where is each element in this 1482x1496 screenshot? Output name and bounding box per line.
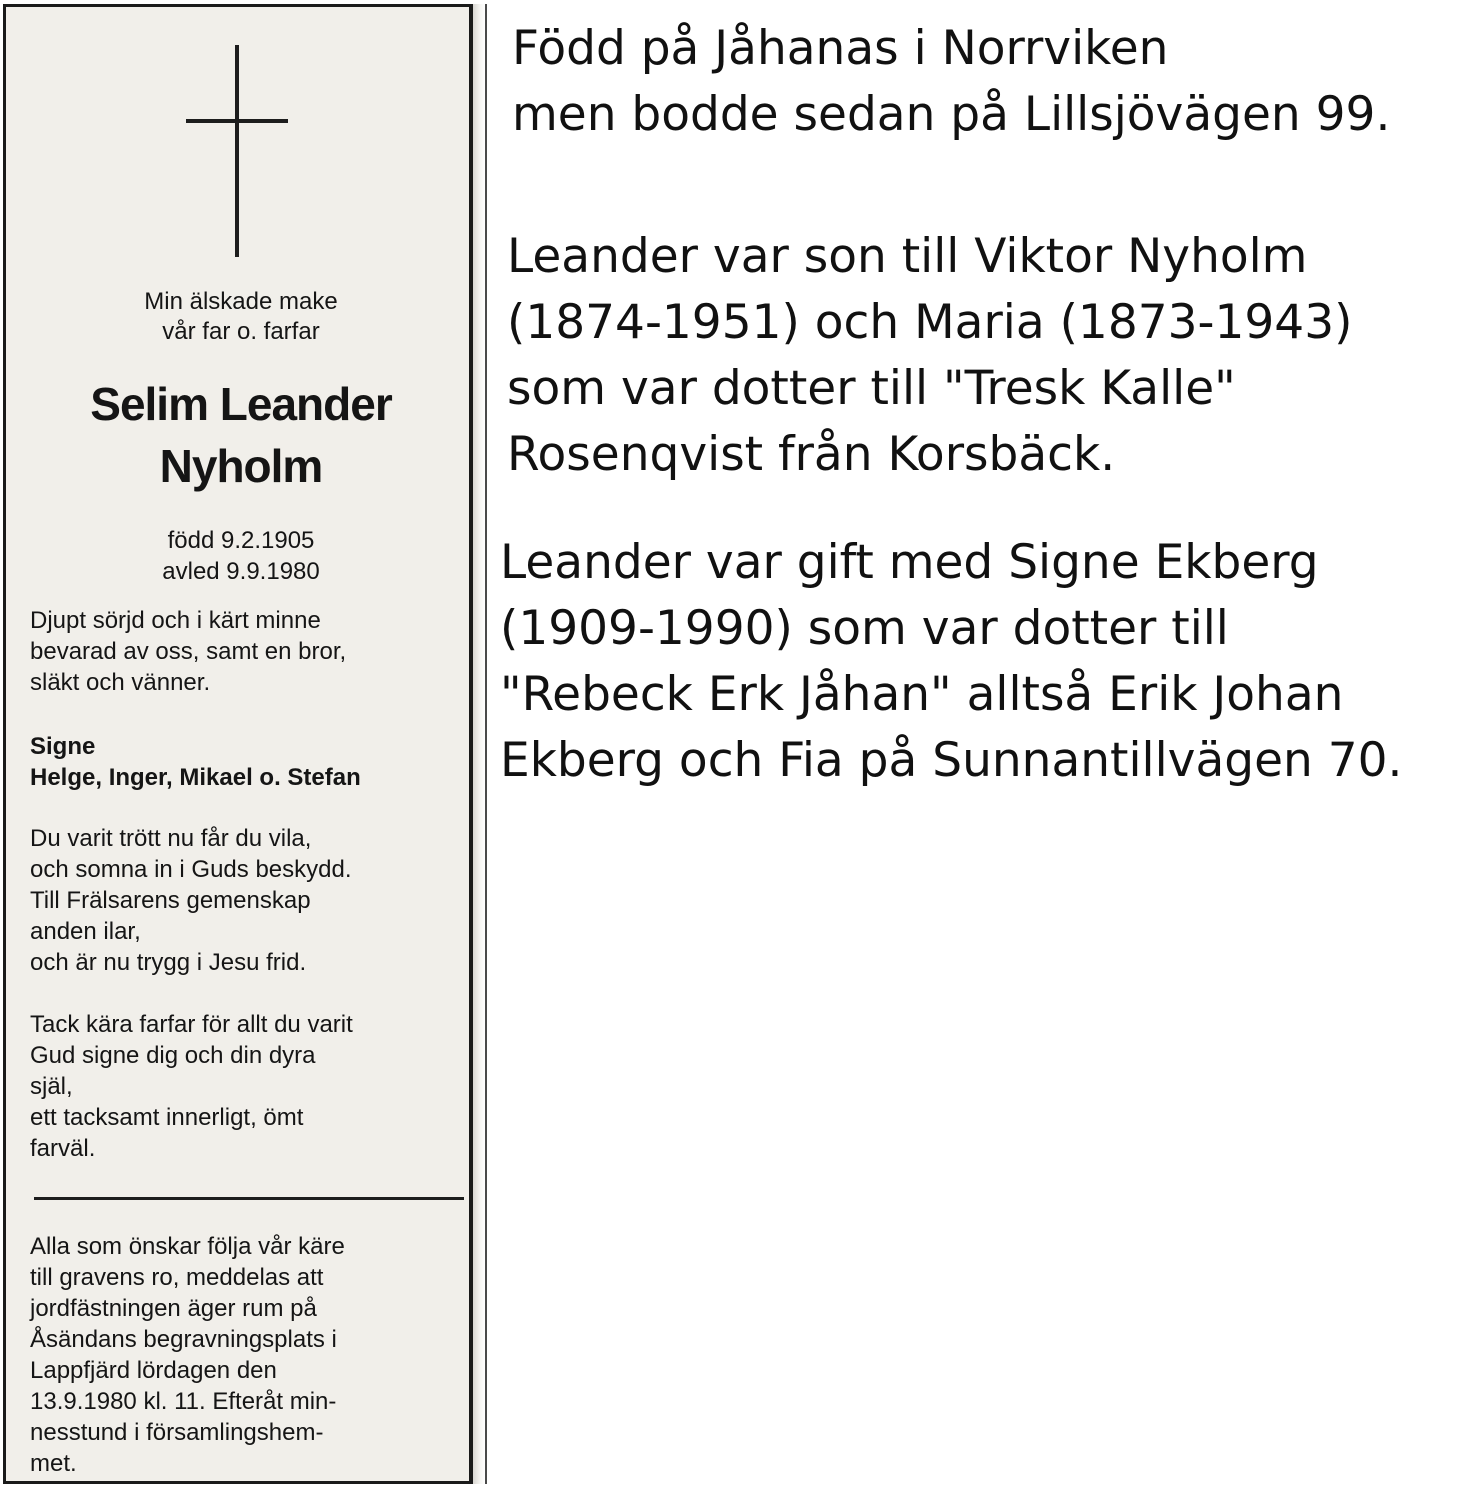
intro-line: Min älskade make [144, 288, 338, 315]
funeral-line: Åsändans begravningsplats i [30, 1326, 337, 1353]
life-dates [6, 525, 476, 587]
thanks-line: själ, [30, 1073, 73, 1100]
note-line: men bodde sedan på Lillsjövägen 99. [512, 87, 1391, 142]
note-line: Rosenqvist från Korsbäck. [507, 427, 1116, 482]
intro-line: vår far o. farfar [162, 318, 320, 345]
funeral-line: met. [30, 1450, 77, 1477]
poem-line: och är nu trygg i Jesu frid. [30, 949, 307, 976]
mourning-line: bevarad av oss, samt en bror, [30, 638, 347, 665]
funeral-line: 13.9.1980 kl. 11. Efteråt min- [30, 1388, 337, 1415]
note-line: Leander var son till Viktor Nyholm [507, 229, 1308, 284]
mourning-line: Djupt sörjd och i kärt minne [30, 607, 321, 634]
funeral-line: Alla som önskar följa vår käre [30, 1233, 345, 1260]
mourning-line: släkt och vänner. [30, 669, 211, 696]
funeral-line: till gravens ro, meddelas att [30, 1264, 324, 1291]
note-line: Leander var gift med Signe Ekberg [500, 535, 1319, 590]
thanks-line: Tack kära farfar för allt du varit [30, 1011, 353, 1038]
poem-line: Till Frälsarens gemenskap [30, 887, 311, 914]
mourning-text [30, 605, 466, 698]
note-line: som var dotter till "Tresk Kalle" [507, 361, 1236, 416]
clipping-shadow-edge [473, 4, 487, 1484]
note-spouse [500, 530, 1402, 794]
memorial-poem [30, 823, 466, 978]
poem-line: och somna in i Guds beskydd. [30, 856, 352, 883]
cross-icon [186, 45, 288, 257]
note-birthplace [512, 16, 1390, 148]
thanks-line: farväl. [30, 1135, 96, 1162]
funeral-line: jordfästningen äger rum på [30, 1295, 317, 1322]
deceased-name [6, 373, 476, 497]
note-parents [507, 224, 1352, 488]
note-line: Född på Jåhanas i Norrviken [512, 21, 1169, 76]
funeral-line: Lappfjärd lördagen den [30, 1357, 277, 1384]
thanks-line: ett tacksamt innerligt, ömt [30, 1104, 304, 1131]
section-divider [34, 1197, 464, 1200]
family-line: Signe [30, 733, 96, 760]
thanks-line: Gud signe dig och din dyra [30, 1042, 316, 1069]
name-line: Selim Leander [90, 378, 392, 430]
note-line: (1874-1951) och Maria (1873-1943) [507, 295, 1353, 350]
obituary-clipping [3, 4, 473, 1484]
thanks-verse [30, 1009, 466, 1164]
note-line: (1909-1990) som var dotter till [500, 601, 1229, 656]
family-names [30, 731, 466, 793]
birth-date: född 9.2.1905 [167, 527, 315, 554]
note-line: Ekberg och Fia på Sunnantillvägen 70. [500, 733, 1403, 788]
death-date: avled 9.9.1980 [162, 558, 320, 585]
family-line: Helge, Inger, Mikael o. Stefan [30, 764, 361, 791]
poem-line: anden ilar, [30, 918, 141, 945]
funeral-notice [30, 1231, 466, 1479]
note-line: "Rebeck Erk Jåhan" alltså Erik Johan [500, 667, 1344, 722]
poem-line: Du varit trött nu får du vila, [30, 825, 312, 852]
name-line: Nyholm [159, 440, 323, 492]
funeral-line: nesstund i församlingshem- [30, 1419, 324, 1446]
obituary-intro [6, 287, 476, 347]
